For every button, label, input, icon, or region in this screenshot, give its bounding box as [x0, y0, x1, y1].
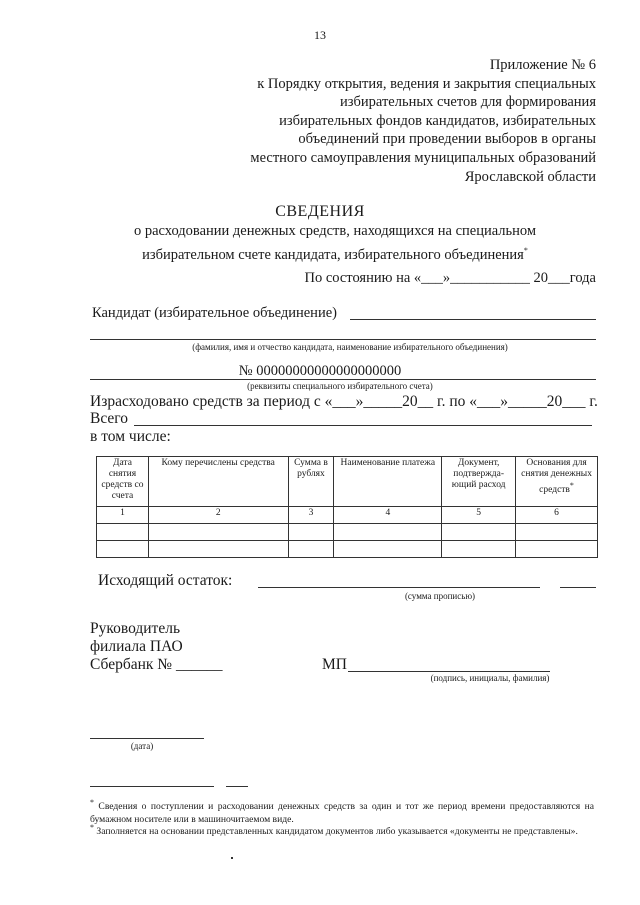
total-label: Всего	[90, 410, 129, 427]
candidate-line-2	[90, 339, 596, 340]
candidate-caption: (фамилия, имя и отчество кандидата, наименование избирательного объединения)	[192, 342, 508, 352]
candidate-label: Кандидат (избирательное объединение)	[92, 305, 337, 321]
page-number: 13	[314, 28, 326, 42]
signature-caption: (подпись, инициалы, фамилия)	[430, 673, 550, 683]
appendix-header	[250, 56, 596, 186]
col-number: 4	[334, 507, 442, 524]
document-subtitle	[0, 222, 640, 265]
balance-caption: (сумма прописью)	[404, 591, 476, 601]
table-number-row	[97, 507, 598, 524]
col-header-grounds: Основания для снятия денежных средств*	[516, 457, 598, 507]
table-row	[97, 524, 598, 541]
footnote-mark: *	[90, 798, 94, 807]
account-caption: (реквизиты специального избирательного счета)	[247, 381, 433, 391]
subtitle-line-1: о расходовании денежных средств, находящихся на специальном	[133, 223, 537, 239]
col-number: 2	[148, 507, 288, 524]
appendix-line: избирательных счетов для формирования	[340, 94, 596, 111]
col-number: 1	[97, 507, 149, 524]
subtitle-line-2: избирательном счете кандидата, избирательного объединения*	[142, 246, 528, 263]
date-line	[90, 738, 204, 739]
footnote-separator	[90, 786, 214, 787]
account-number: № 00000000000000000000	[238, 363, 402, 379]
appendix-line: местного самоуправления муниципальных образований	[250, 149, 596, 166]
col-header-recipient: Кому перечислены средства	[148, 457, 288, 507]
appendix-line: Ярославской области	[464, 168, 596, 185]
total-line	[134, 425, 592, 426]
footnote-separator-2	[226, 786, 248, 787]
manager-line-2: филиала ПАО	[90, 638, 183, 655]
balance-line-2	[560, 587, 596, 588]
mp-label: МП	[322, 656, 347, 673]
scan-speck	[231, 857, 233, 859]
appendix-line: Приложение № 6	[489, 57, 596, 73]
footnote-1: * Сведения о поступлении и расходовании денежных средств за один и тот же период времени предоставляются на бумажном носителе или в машиночитаемом виде.	[90, 798, 594, 825]
manager-line-1: Руководитель	[90, 620, 181, 637]
appendix-line: к Порядку открытия, ведения и закрытия специальных	[257, 75, 596, 92]
expenses-table	[96, 456, 598, 558]
spent-period: Израсходовано средств за период с «___»_____20__ г. по «___»_____20___ г.	[90, 393, 598, 410]
balance-label: Исходящий остаток:	[98, 572, 233, 589]
signature-line	[348, 671, 550, 672]
balance-line	[258, 587, 540, 588]
col-header-payment: Наименование платежа	[334, 457, 442, 507]
footnote-mark: *	[569, 481, 574, 490]
candidate-line	[350, 319, 596, 320]
appendix-line: избирательных фондов кандидатов, избирательных	[279, 112, 596, 129]
table-row	[97, 541, 598, 558]
footnote-2: * Заполняется на основании представленных кандидатом документов либо указывается «документы не представлены».	[90, 823, 578, 838]
col-header-date: Дата снятия средств со счета	[97, 457, 149, 507]
footnote-mark: *	[523, 246, 528, 255]
date-caption: (дата)	[130, 741, 154, 751]
col-header-amount: Сумма в рублях	[288, 457, 334, 507]
col-header-document: Документ, подтвержда-ющий расход	[442, 457, 516, 507]
table-header-row	[97, 457, 598, 507]
col-number: 5	[442, 507, 516, 524]
col-number: 6	[516, 507, 598, 524]
footnote-mark: *	[90, 823, 94, 832]
document-title: СВЕДЕНИЯ	[275, 203, 365, 220]
state-as-of: По состоянию на «___»___________ 20___года	[304, 270, 596, 286]
appendix-line: объединений при проведении выборов в органы	[298, 131, 596, 148]
col-number: 3	[288, 507, 334, 524]
including-label: в том числе:	[90, 428, 171, 445]
account-line	[90, 379, 596, 380]
manager-line-3: Сбербанк № ______	[90, 656, 223, 673]
